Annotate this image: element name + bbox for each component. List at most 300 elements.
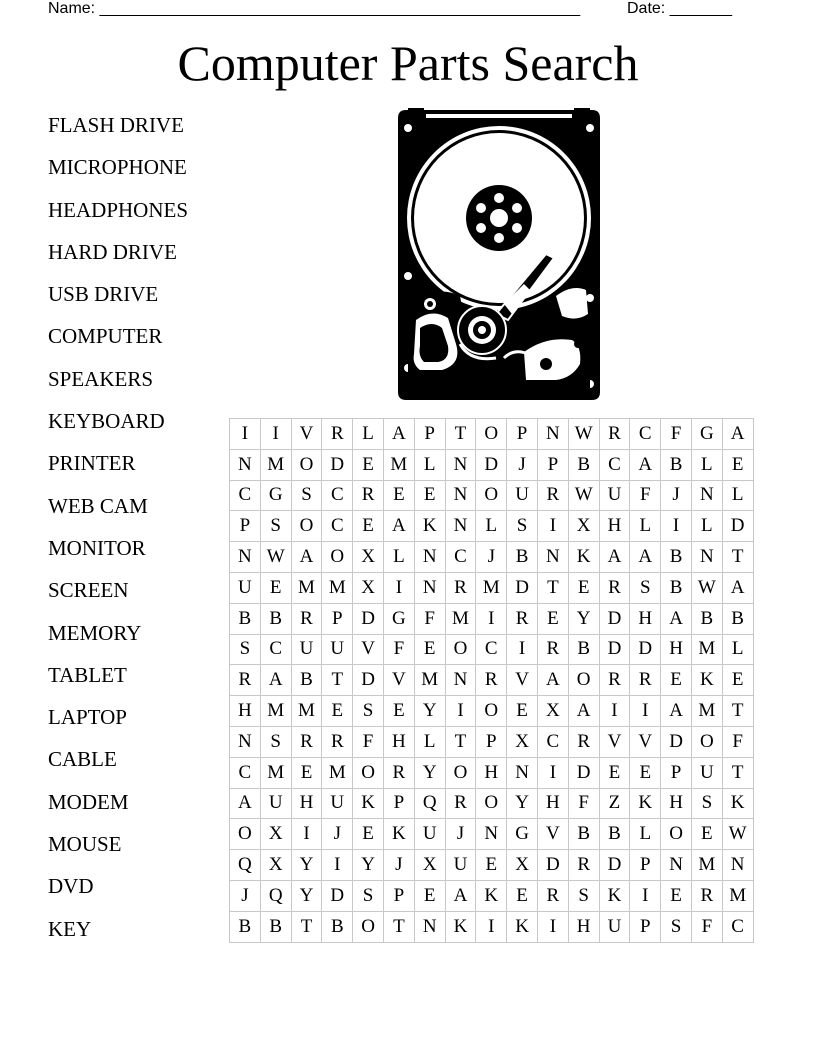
grid-cell[interactable]: O — [445, 757, 476, 788]
grid-cell[interactable]: R — [445, 788, 476, 819]
grid-cell[interactable]: E — [322, 696, 353, 727]
grid-cell[interactable]: E — [383, 696, 414, 727]
grid-cell[interactable]: F — [353, 726, 384, 757]
date-field[interactable]: Date: _______ — [627, 0, 732, 17]
grid-cell[interactable]: H — [383, 726, 414, 757]
grid-cell[interactable]: O — [291, 511, 322, 542]
grid-cell[interactable]: D — [661, 726, 692, 757]
grid-cell[interactable]: R — [568, 850, 599, 881]
grid-cell[interactable]: N — [537, 419, 568, 450]
grid-cell[interactable]: K — [568, 542, 599, 573]
grid-cell[interactable]: N — [691, 542, 722, 573]
grid-cell[interactable]: X — [537, 696, 568, 727]
grid-cell[interactable]: L — [414, 726, 445, 757]
grid-cell[interactable]: A — [230, 788, 261, 819]
grid-cell[interactable]: O — [691, 726, 722, 757]
grid-cell[interactable]: R — [230, 665, 261, 696]
grid-cell[interactable]: J — [230, 880, 261, 911]
grid-cell[interactable]: R — [537, 880, 568, 911]
hard-drive-icon — [396, 108, 602, 402]
grid-cell[interactable]: Y — [414, 696, 445, 727]
grid-cell[interactable]: O — [476, 480, 507, 511]
grid-cell[interactable]: K — [476, 880, 507, 911]
grid-cell[interactable]: Y — [353, 850, 384, 881]
grid-cell[interactable]: A — [537, 665, 568, 696]
grid-cell[interactable]: B — [599, 819, 630, 850]
grid-cell[interactable]: D — [476, 449, 507, 480]
grid-cell[interactable]: Y — [291, 850, 322, 881]
grid-cell[interactable]: I — [383, 572, 414, 603]
grid-cell[interactable]: J — [322, 819, 353, 850]
grid-cell[interactable]: Q — [260, 880, 291, 911]
grid-cell[interactable]: E — [691, 819, 722, 850]
grid-cell[interactable]: Q — [230, 850, 261, 881]
grid-cell[interactable]: I — [476, 911, 507, 942]
grid-cell[interactable]: V — [291, 419, 322, 450]
grid-cell[interactable]: I — [260, 419, 291, 450]
grid-cell[interactable]: E — [661, 665, 692, 696]
grid-cell[interactable]: A — [661, 603, 692, 634]
grid-cell[interactable]: N — [230, 449, 261, 480]
grid-cell[interactable]: A — [661, 696, 692, 727]
grid-cell[interactable]: P — [383, 788, 414, 819]
grid-cell[interactable]: B — [230, 911, 261, 942]
grid-cell[interactable]: A — [383, 511, 414, 542]
grid-cell[interactable]: V — [383, 665, 414, 696]
grid-cell[interactable]: D — [599, 634, 630, 665]
grid-cell[interactable]: I — [476, 603, 507, 634]
grid-cell[interactable]: K — [414, 511, 445, 542]
grid-cell[interactable]: G — [507, 819, 538, 850]
grid-cell[interactable]: I — [537, 757, 568, 788]
grid-cell[interactable]: F — [630, 480, 661, 511]
grid-cell[interactable]: I — [445, 696, 476, 727]
grid-cell[interactable]: P — [414, 419, 445, 450]
grid-cell[interactable]: J — [507, 449, 538, 480]
grid-cell[interactable]: U — [260, 788, 291, 819]
grid-cell[interactable]: E — [507, 696, 538, 727]
grid-cell[interactable]: L — [383, 542, 414, 573]
grid-cell[interactable]: L — [691, 449, 722, 480]
grid-cell[interactable]: S — [230, 634, 261, 665]
grid-cell[interactable]: C — [599, 449, 630, 480]
grid-cell[interactable]: W — [722, 819, 753, 850]
grid-cell[interactable]: D — [322, 880, 353, 911]
grid-cell[interactable]: E — [414, 480, 445, 511]
grid-cell[interactable]: A — [260, 665, 291, 696]
grid-cell[interactable]: C — [230, 480, 261, 511]
grid-cell[interactable]: V — [537, 819, 568, 850]
grid-cell[interactable]: H — [599, 511, 630, 542]
grid-cell[interactable]: L — [722, 480, 753, 511]
grid-cell[interactable]: O — [476, 696, 507, 727]
grid-cell[interactable]: B — [322, 911, 353, 942]
grid-cell[interactable]: R — [322, 419, 353, 450]
grid-cell[interactable]: B — [230, 603, 261, 634]
grid-cell[interactable]: T — [383, 911, 414, 942]
grid-cell[interactable]: Q — [414, 788, 445, 819]
grid-cell[interactable]: N — [537, 542, 568, 573]
grid-cell[interactable]: A — [630, 542, 661, 573]
grid-cell[interactable]: X — [414, 850, 445, 881]
grid-cell[interactable]: T — [722, 757, 753, 788]
grid-cell[interactable]: K — [722, 788, 753, 819]
word-list-item: MONITOR — [48, 535, 146, 560]
grid-cell[interactable]: S — [507, 511, 538, 542]
grid-cell[interactable]: R — [630, 665, 661, 696]
grid-cell[interactable]: S — [260, 511, 291, 542]
grid-cell[interactable]: L — [476, 511, 507, 542]
grid-cell[interactable]: U — [599, 911, 630, 942]
grid-cell[interactable]: T — [445, 726, 476, 757]
grid-cell[interactable]: N — [230, 726, 261, 757]
grid-cell[interactable]: U — [230, 572, 261, 603]
grid-cell[interactable]: R — [353, 480, 384, 511]
grid-cell[interactable]: I — [630, 880, 661, 911]
grid-cell[interactable]: H — [291, 788, 322, 819]
grid-cell[interactable]: I — [291, 819, 322, 850]
grid-cell[interactable]: R — [445, 572, 476, 603]
grid-cell[interactable]: B — [507, 542, 538, 573]
grid-cell[interactable]: B — [568, 634, 599, 665]
grid-cell[interactable]: O — [445, 634, 476, 665]
grid-cell[interactable]: R — [322, 726, 353, 757]
grid-cell[interactable]: D — [353, 603, 384, 634]
grid-cell[interactable]: S — [353, 880, 384, 911]
grid-cell[interactable]: T — [722, 696, 753, 727]
grid-cell[interactable]: B — [661, 572, 692, 603]
grid-cell[interactable]: D — [599, 603, 630, 634]
grid-cell[interactable]: O — [230, 819, 261, 850]
grid-cell[interactable]: Y — [568, 603, 599, 634]
grid-cell[interactable]: N — [661, 850, 692, 881]
grid-cell[interactable]: B — [661, 542, 692, 573]
grid-cell[interactable]: M — [691, 696, 722, 727]
grid-cell[interactable]: W — [260, 542, 291, 573]
grid-cell[interactable]: C — [630, 419, 661, 450]
grid-cell[interactable]: T — [291, 911, 322, 942]
grid-cell[interactable]: U — [507, 480, 538, 511]
grid-cell[interactable]: V — [599, 726, 630, 757]
grid-cell[interactable]: F — [414, 603, 445, 634]
grid-cell[interactable]: R — [383, 757, 414, 788]
grid-cell[interactable]: S — [353, 696, 384, 727]
grid-cell[interactable]: M — [322, 757, 353, 788]
grid-cell[interactable]: N — [414, 911, 445, 942]
grid-cell[interactable]: S — [691, 788, 722, 819]
grid-cell[interactable]: V — [630, 726, 661, 757]
grid-cell[interactable]: I — [537, 511, 568, 542]
grid-cell[interactable]: Y — [414, 757, 445, 788]
grid-cell[interactable]: C — [260, 634, 291, 665]
grid-cell[interactable]: A — [722, 419, 753, 450]
grid-cell[interactable]: H — [661, 634, 692, 665]
grid-cell[interactable]: N — [691, 480, 722, 511]
grid-cell[interactable]: F — [661, 419, 692, 450]
grid-cell[interactable]: B — [260, 911, 291, 942]
grid-cell[interactable]: U — [599, 480, 630, 511]
grid-cell[interactable]: B — [661, 449, 692, 480]
grid-cell[interactable]: B — [568, 819, 599, 850]
word-list-item: LAPTOP — [48, 705, 127, 730]
grid-cell[interactable]: X — [568, 511, 599, 542]
grid-cell[interactable]: S — [630, 572, 661, 603]
grid-cell[interactable]: U — [414, 819, 445, 850]
grid-cell[interactable]: C — [476, 634, 507, 665]
grid-cell[interactable]: T — [445, 419, 476, 450]
grid-cell[interactable]: E — [599, 757, 630, 788]
grid-cell[interactable]: V — [507, 665, 538, 696]
grid-cell[interactable]: P — [537, 449, 568, 480]
grid-cell[interactable]: O — [476, 788, 507, 819]
grid-cell[interactable]: K — [445, 911, 476, 942]
grid-cell[interactable]: B — [691, 603, 722, 634]
grid-cell[interactable]: M — [445, 603, 476, 634]
grid-cell[interactable]: P — [630, 850, 661, 881]
grid-cell[interactable]: O — [661, 819, 692, 850]
grid-cell[interactable]: A — [722, 572, 753, 603]
grid-cell[interactable]: K — [383, 819, 414, 850]
grid-cell[interactable]: S — [568, 880, 599, 911]
word-list-item: SCREEN — [48, 578, 129, 603]
grid-cell[interactable]: I — [537, 911, 568, 942]
grid-cell[interactable]: I — [661, 511, 692, 542]
grid-cell[interactable]: S — [661, 911, 692, 942]
grid-cell[interactable]: P — [630, 911, 661, 942]
grid-cell[interactable]: I — [230, 419, 261, 450]
grid-cell[interactable]: P — [383, 880, 414, 911]
grid-cell[interactable]: D — [353, 665, 384, 696]
grid-cell[interactable]: Y — [291, 880, 322, 911]
grid-cell[interactable]: N — [445, 665, 476, 696]
grid-cell[interactable]: N — [722, 850, 753, 881]
grid-cell[interactable]: M — [414, 665, 445, 696]
grid-cell[interactable]: X — [507, 726, 538, 757]
grid-cell[interactable]: M — [383, 449, 414, 480]
grid-row — [230, 603, 754, 634]
grid-cell[interactable]: K — [507, 911, 538, 942]
grid-cell[interactable]: K — [630, 788, 661, 819]
grid-cell[interactable]: E — [414, 880, 445, 911]
grid-cell[interactable]: C — [445, 542, 476, 573]
grid-row — [230, 480, 754, 511]
grid-cell[interactable]: O — [568, 665, 599, 696]
grid-cell[interactable]: E — [353, 449, 384, 480]
grid-cell[interactable]: I — [322, 850, 353, 881]
grid-cell[interactable]: B — [260, 603, 291, 634]
grid-cell[interactable]: E — [476, 850, 507, 881]
grid-cell[interactable]: X — [353, 572, 384, 603]
page-title: Computer Parts Search — [177, 35, 639, 91]
grid-cell[interactable]: E — [722, 449, 753, 480]
grid-cell[interactable]: C — [230, 757, 261, 788]
grid-cell[interactable]: M — [691, 850, 722, 881]
grid-cell[interactable]: A — [630, 449, 661, 480]
grid-cell[interactable]: H — [630, 603, 661, 634]
grid-cell[interactable]: H — [568, 911, 599, 942]
grid-cell[interactable]: F — [568, 788, 599, 819]
grid-cell[interactable]: P — [230, 511, 261, 542]
grid-cell[interactable]: V — [353, 634, 384, 665]
grid-cell[interactable]: X — [260, 850, 291, 881]
grid-cell[interactable]: M — [260, 449, 291, 480]
grid-cell[interactable]: N — [507, 757, 538, 788]
grid-cell[interactable]: F — [383, 634, 414, 665]
grid-cell[interactable]: W — [691, 572, 722, 603]
grid-cell[interactable]: N — [414, 572, 445, 603]
grid-cell[interactable]: A — [568, 696, 599, 727]
grid-row — [230, 511, 754, 542]
grid-cell[interactable]: G — [691, 419, 722, 450]
grid-cell[interactable]: D — [537, 850, 568, 881]
grid-cell[interactable]: C — [322, 480, 353, 511]
grid-cell[interactable]: M — [260, 757, 291, 788]
grid-cell[interactable]: U — [291, 634, 322, 665]
grid-cell[interactable]: P — [507, 419, 538, 450]
grid-cell[interactable]: X — [353, 542, 384, 573]
grid-cell[interactable]: A — [383, 419, 414, 450]
grid-cell[interactable]: D — [568, 757, 599, 788]
grid-cell[interactable]: Z — [599, 788, 630, 819]
grid-cell[interactable]: K — [691, 665, 722, 696]
grid-cell[interactable]: H — [230, 696, 261, 727]
grid-cell[interactable]: H — [476, 757, 507, 788]
grid-cell[interactable]: P — [661, 757, 692, 788]
grid-cell[interactable]: R — [537, 480, 568, 511]
grid-cell[interactable]: M — [291, 696, 322, 727]
grid-cell[interactable]: M — [691, 634, 722, 665]
grid-cell[interactable]: C — [537, 726, 568, 757]
grid-cell[interactable]: D — [722, 511, 753, 542]
grid-cell[interactable]: O — [291, 449, 322, 480]
grid-cell[interactable]: M — [322, 572, 353, 603]
grid-cell[interactable]: D — [322, 449, 353, 480]
grid-cell[interactable]: E — [291, 757, 322, 788]
grid-cell[interactable]: N — [445, 511, 476, 542]
grid-cell[interactable]: R — [691, 880, 722, 911]
grid-cell[interactable]: R — [599, 572, 630, 603]
grid-cell[interactable]: P — [322, 603, 353, 634]
grid-cell[interactable]: D — [507, 572, 538, 603]
grid-cell[interactable]: R — [507, 603, 538, 634]
grid-cell[interactable]: M — [260, 696, 291, 727]
grid-cell[interactable]: O — [322, 542, 353, 573]
grid-cell[interactable]: L — [722, 634, 753, 665]
grid-cell[interactable]: E — [568, 572, 599, 603]
grid-cell[interactable]: D — [630, 634, 661, 665]
grid-cell[interactable]: Y — [507, 788, 538, 819]
grid-cell[interactable]: N — [476, 819, 507, 850]
grid-cell[interactable]: I — [507, 634, 538, 665]
word-list-item: USB DRIVE — [48, 282, 159, 307]
grid-cell[interactable]: U — [691, 757, 722, 788]
grid-cell[interactable]: M — [476, 572, 507, 603]
grid-cell[interactable]: J — [661, 480, 692, 511]
grid-cell[interactable]: E — [507, 880, 538, 911]
grid-cell[interactable]: B — [291, 665, 322, 696]
grid-cell[interactable]: L — [630, 511, 661, 542]
grid-cell[interactable]: S — [291, 480, 322, 511]
name-field[interactable]: Name: ______________________________________________________ — [48, 0, 581, 17]
grid-cell[interactable]: O — [476, 419, 507, 450]
grid-cell[interactable]: B — [568, 449, 599, 480]
grid-cell[interactable]: T — [322, 665, 353, 696]
grid-cell[interactable]: R — [599, 419, 630, 450]
grid-cell[interactable]: A — [599, 542, 630, 573]
grid-cell[interactable]: F — [691, 911, 722, 942]
grid-cell[interactable]: M — [291, 572, 322, 603]
grid-cell[interactable]: E — [630, 757, 661, 788]
grid-cell[interactable]: N — [445, 480, 476, 511]
grid-cell[interactable]: R — [291, 603, 322, 634]
grid-cell[interactable]: H — [661, 788, 692, 819]
grid-cell[interactable]: D — [599, 850, 630, 881]
grid-cell[interactable]: E — [414, 634, 445, 665]
grid-cell[interactable]: T — [722, 542, 753, 573]
grid-cell[interactable]: L — [414, 449, 445, 480]
grid-cell[interactable]: R — [291, 726, 322, 757]
grid-cell[interactable]: I — [630, 696, 661, 727]
grid-cell[interactable]: J — [383, 850, 414, 881]
grid-cell[interactable]: L — [630, 819, 661, 850]
grid-cell[interactable]: P — [476, 726, 507, 757]
grid-cell[interactable]: S — [260, 726, 291, 757]
grid-cell[interactable]: X — [260, 819, 291, 850]
grid-cell[interactable]: N — [445, 449, 476, 480]
grid-cell[interactable]: B — [722, 603, 753, 634]
grid-cell[interactable]: R — [568, 726, 599, 757]
grid-cell[interactable]: K — [599, 880, 630, 911]
grid-cell[interactable]: E — [383, 480, 414, 511]
grid-cell[interactable]: G — [383, 603, 414, 634]
grid-cell[interactable]: K — [353, 788, 384, 819]
grid-cell[interactable]: A — [291, 542, 322, 573]
grid-cell[interactable]: E — [537, 603, 568, 634]
grid-cell[interactable]: W — [568, 480, 599, 511]
grid-cell[interactable]: N — [230, 542, 261, 573]
grid-cell[interactable]: R — [537, 634, 568, 665]
grid-cell[interactable]: E — [353, 819, 384, 850]
grid-cell[interactable]: E — [722, 665, 753, 696]
grid-cell[interactable]: L — [691, 511, 722, 542]
grid-cell[interactable]: A — [445, 880, 476, 911]
grid-cell[interactable]: U — [322, 634, 353, 665]
grid-cell[interactable]: G — [260, 480, 291, 511]
grid-cell[interactable]: R — [476, 665, 507, 696]
grid-cell[interactable]: F — [722, 726, 753, 757]
grid-cell[interactable]: C — [322, 511, 353, 542]
grid-cell[interactable]: U — [445, 850, 476, 881]
grid-cell[interactable]: T — [537, 572, 568, 603]
grid-cell[interactable]: W — [568, 419, 599, 450]
grid-cell[interactable]: E — [353, 511, 384, 542]
grid-cell[interactable]: L — [353, 419, 384, 450]
grid-cell[interactable]: E — [260, 572, 291, 603]
grid-cell[interactable]: N — [414, 542, 445, 573]
grid-cell[interactable]: J — [476, 542, 507, 573]
grid-cell[interactable]: X — [507, 850, 538, 881]
grid-cell[interactable]: R — [599, 665, 630, 696]
grid-cell[interactable]: O — [353, 911, 384, 942]
grid-cell[interactable]: C — [722, 911, 753, 942]
grid-cell[interactable]: J — [445, 819, 476, 850]
grid-cell[interactable]: U — [322, 788, 353, 819]
grid-cell[interactable]: E — [661, 880, 692, 911]
grid-cell[interactable]: H — [537, 788, 568, 819]
grid-cell[interactable]: O — [353, 757, 384, 788]
grid-cell[interactable]: I — [599, 696, 630, 727]
grid-cell[interactable]: M — [722, 880, 753, 911]
